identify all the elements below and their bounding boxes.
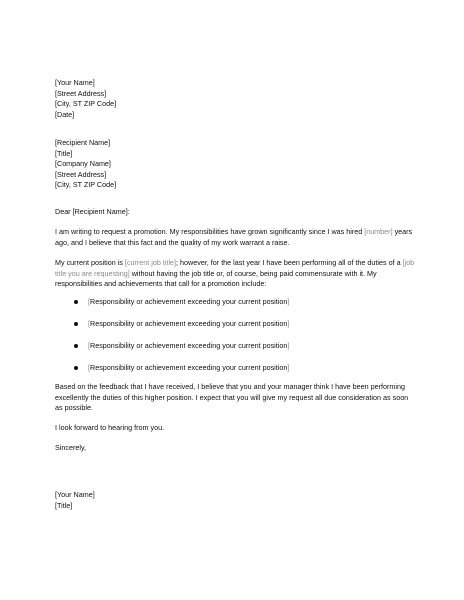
letter-date[interactable]: [Date]	[55, 109, 75, 119]
paragraph-current-position	[55, 258, 415, 290]
list-item-label: Responsibility or achievement exceeding your current position	[90, 363, 288, 372]
list-item-text[interactable]	[88, 363, 289, 374]
salutation	[55, 207, 415, 218]
bullet-icon	[74, 322, 78, 326]
recipient-city[interactable]: [City, ST ZIP Code]	[55, 180, 117, 190]
placeholder-current-job-title[interactable]: [current job title]	[124, 258, 177, 267]
list-item-open-bracket: [	[88, 297, 90, 306]
bullet-icon	[74, 344, 78, 348]
sender-address-block	[55, 78, 415, 120]
signature-title[interactable]: [Title]	[55, 500, 73, 510]
paragraph-position-text-a: My current position is	[55, 258, 125, 267]
bullet-icon	[74, 366, 78, 370]
list-item-text[interactable]	[88, 297, 289, 308]
list-item-close-bracket: ]	[287, 363, 290, 372]
list-item-open-bracket: [	[88, 363, 90, 372]
salutation-text[interactable]: Dear [Recipient Name]:	[55, 207, 130, 216]
recipient-address-block	[55, 138, 415, 191]
sender-city[interactable]: [City, ST ZIP Code]	[55, 99, 117, 109]
closing-text[interactable]: Sincerely,	[55, 443, 87, 452]
list-item-close-bracket: ]	[287, 341, 290, 350]
list-item-open-bracket: [	[88, 341, 90, 350]
list-item-label: Responsibility or achievement exceeding your current position	[90, 319, 288, 328]
paragraph-look-forward[interactable]: I look forward to hearing from you.	[55, 423, 165, 432]
list-item-label: Responsibility or achievement exceeding your current position	[90, 297, 288, 306]
list-item-label: Responsibility or achievement exceeding your current position	[90, 341, 288, 350]
recipient-street[interactable]: [Street Address]	[55, 169, 107, 179]
paragraph-position-text-b: ; however, for the last year I have been performing all of the duties of a	[176, 258, 403, 267]
list-item-text[interactable]	[88, 341, 289, 352]
paragraph-intro-text-b: years ago, and I believe that this fact and the quality of my work warrant a raise.	[55, 227, 413, 247]
placeholder-number[interactable]: [number]	[364, 227, 393, 236]
paragraph-intro	[55, 227, 415, 248]
sender-street[interactable]: [Street Address]	[55, 88, 107, 98]
recipient-title[interactable]: [Title]	[55, 148, 73, 158]
paragraph-position-text-c: without having the job title or, of course, being paid commensurate with it. My responsibilities and achievements that call for a promotion include:	[55, 268, 377, 289]
paragraph-intro-text-a: I am writing to request a promotion. My responsibilities have grown significantly since I was hired	[55, 227, 365, 236]
list-item-close-bracket: ]	[287, 319, 290, 328]
list-item-close-bracket: ]	[287, 297, 290, 306]
placeholder-requested-job-title[interactable]: [job title you are requesting]	[55, 258, 415, 278]
recipient-company[interactable]: [Company Name]	[55, 159, 111, 169]
bullet-icon	[74, 300, 78, 304]
signature-name[interactable]: [Your Name]	[55, 490, 95, 499]
signature-block	[55, 490, 415, 511]
list-item-text[interactable]	[88, 319, 289, 330]
list-item-open-bracket: [	[88, 319, 90, 328]
recipient-name[interactable]: [Recipient Name]	[55, 138, 111, 147]
sender-name[interactable]: [Your Name]	[55, 78, 95, 87]
closing	[55, 443, 415, 454]
paragraph-feedback[interactable]: Based on the feedback that I have received, I believe that you and your manager think I have been performing excellently the duties of this higher position. I expect that you will give my request all due consideration as soon as possible.	[55, 382, 409, 413]
